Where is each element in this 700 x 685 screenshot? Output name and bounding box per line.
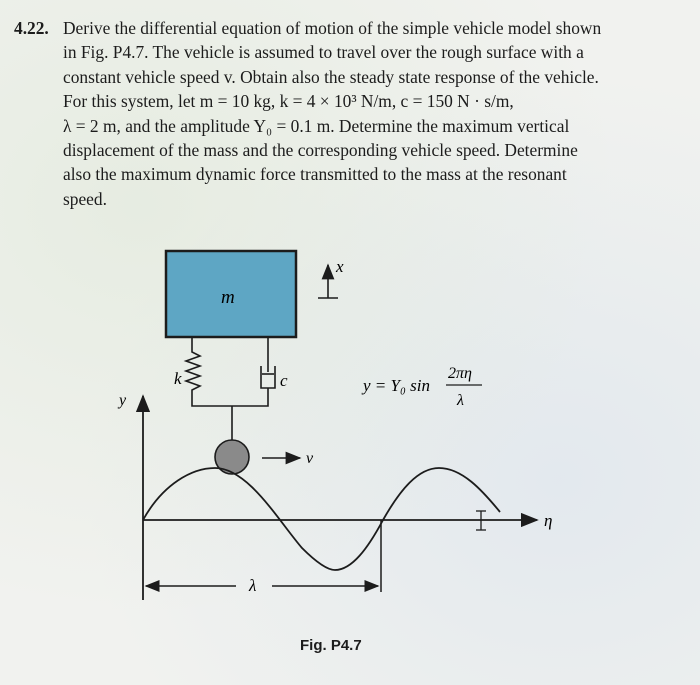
mass-label: m	[221, 287, 235, 308]
eta-label: η	[544, 511, 553, 530]
spring	[186, 337, 232, 406]
figure-caption: Fig. P4.7	[300, 637, 362, 654]
problem-line-1: Derive the differential equation of motion of the simple vehicle model shown	[63, 18, 602, 38]
problem-line-4: For this system, let m = 10 kg, k = 4 × 10³ N/m, c = 150 N · s/m,	[63, 91, 514, 112]
problem-line-3: constant vehicle speed v. Obtain also the steady state response of the vehicle.	[63, 66, 599, 87]
spring-label: k	[174, 369, 182, 388]
damper-label: c	[280, 371, 288, 390]
problem-line-6: displacement of the mass and the corresponding vehicle speed. Determine	[63, 140, 578, 161]
equation-lhs: y = Y₀ sin	[363, 376, 430, 395]
road-profile-curve	[143, 468, 500, 570]
equation-numerator: 2πη	[448, 365, 472, 382]
problem-number: 4.22.	[14, 18, 49, 38]
problem-line-7: also the maximum dynamic force transmitted to the mass at the resonant	[63, 164, 567, 185]
x-label: x	[336, 257, 344, 276]
damper-rod-bottom	[232, 388, 268, 406]
problem-line-8: speed.	[63, 188, 107, 209]
problem-line-5: λ = 2 m, and the amplitude Y₀ = 0.1 m. Determine the maximum vertical	[63, 115, 570, 136]
speed-label: v	[306, 450, 314, 467]
lambda-label: λ	[249, 576, 257, 595]
y-axis-label: y	[119, 392, 127, 409]
problem-line-2: in Fig. P4.7. The vehicle is assumed to travel over the rough surface with a	[63, 42, 584, 63]
equation-denominator: λ	[457, 392, 464, 409]
